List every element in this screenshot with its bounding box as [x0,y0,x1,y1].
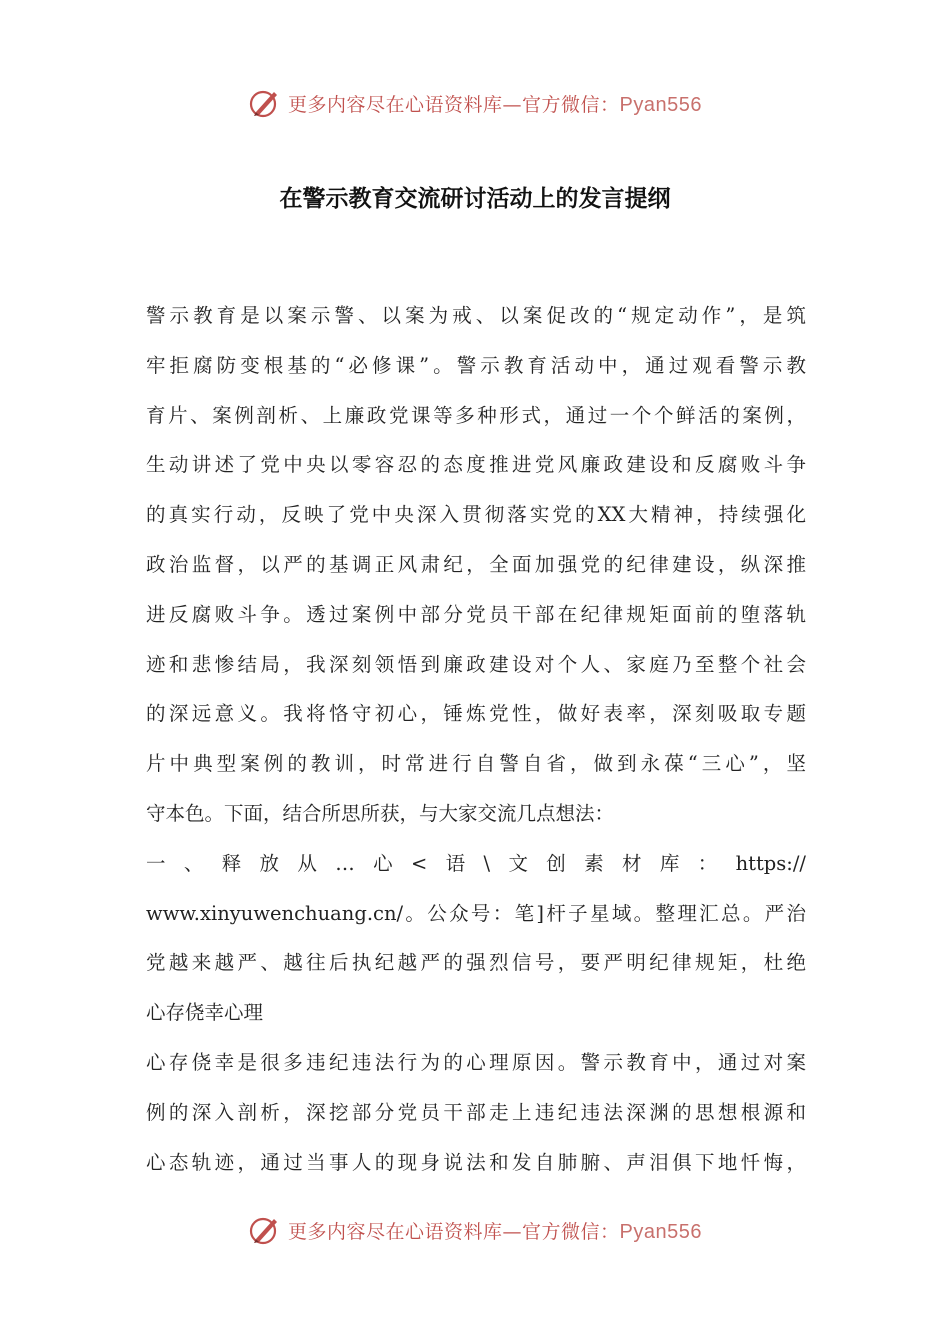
body-line: 心存侥幸是很多违纪违法行为的心理原因。警示教育中，通过对案 [146,1050,806,1074]
body-line: 进反腐败斗争。透过案例中部分党员干部在纪律规矩面前的堕落轨 [146,602,806,626]
body-line: 党越来越严、越往后执纪越严的强烈信号，要严明纪律规矩，杜绝 [146,951,806,975]
footer-banner [0,1210,950,1250]
body-line: 牢拒腐防变根基的“必修课”。警示教育活动中，通过观看警示教 [146,353,806,377]
body-line: 心态轨迹，通过当事人的现身说法和发自肺腑、声泪俱下地忏悔， [146,1150,806,1174]
body-line: 政治监督，以严的基调正风肃纪，全面加强党的纪律建设，纵深推 [146,552,806,576]
body-line: 守本色。下面，结合所思所获，与大家交流几点想法： [146,801,615,825]
banner-text: 更多内容尽在心语资料库—官方微信：Pyan556 [288,93,702,116]
body-line: www.xinyuwenchuang.cn/。公众号：笔]杆子星域。整理汇总。严治 [146,901,806,925]
body-line: 心存侥幸心理 [146,1001,264,1025]
pen-logo-icon [248,1213,282,1247]
body-line: 例的深入剖析，深挖部分党员干部走上违纪违法深渊的思想根源和 [146,1100,806,1124]
body-line: 育片、案例剖析、上廉政党课等多种形式，通过一个个鲜活的案例， [146,403,806,427]
wechat-id: Pyan556 [619,93,702,116]
document-body [146,291,806,1187]
body-line: 警示教育是以案示警、以案为戒、以案促改的“规定动作”，是筑 [146,304,806,327]
body-line: 一、释放从…心<语\文创素材库：https:// [146,851,806,875]
body-line: 生动讲述了党中央以零容忍的态度推进党风廉政建设和反腐败斗争 [146,453,806,477]
header-banner [0,83,950,123]
banner-text: 更多内容尽在心语资料库—官方微信：Pyan556 [288,1220,702,1243]
body-line: 的深远意义。我将恪守初心，锤炼党性，做好表率，深刻吸取专题 [146,702,806,726]
document-title: 在警示教育交流研讨活动上的发言提纲 [279,185,671,212]
pen-logo-icon [248,86,282,120]
wechat-id: Pyan556 [619,1220,702,1243]
body-line: 片中典型案例的教训，时常进行自警自省，做到永葆“三心”，坚 [146,752,806,776]
body-line: 的真实行动，反映了党中央深入贯彻落实党的XX大精神，持续强化 [146,503,806,527]
body-line: 迹和悲惨结局，我深刻领悟到廉政建设对个人、家庭乃至整个社会 [146,652,806,676]
